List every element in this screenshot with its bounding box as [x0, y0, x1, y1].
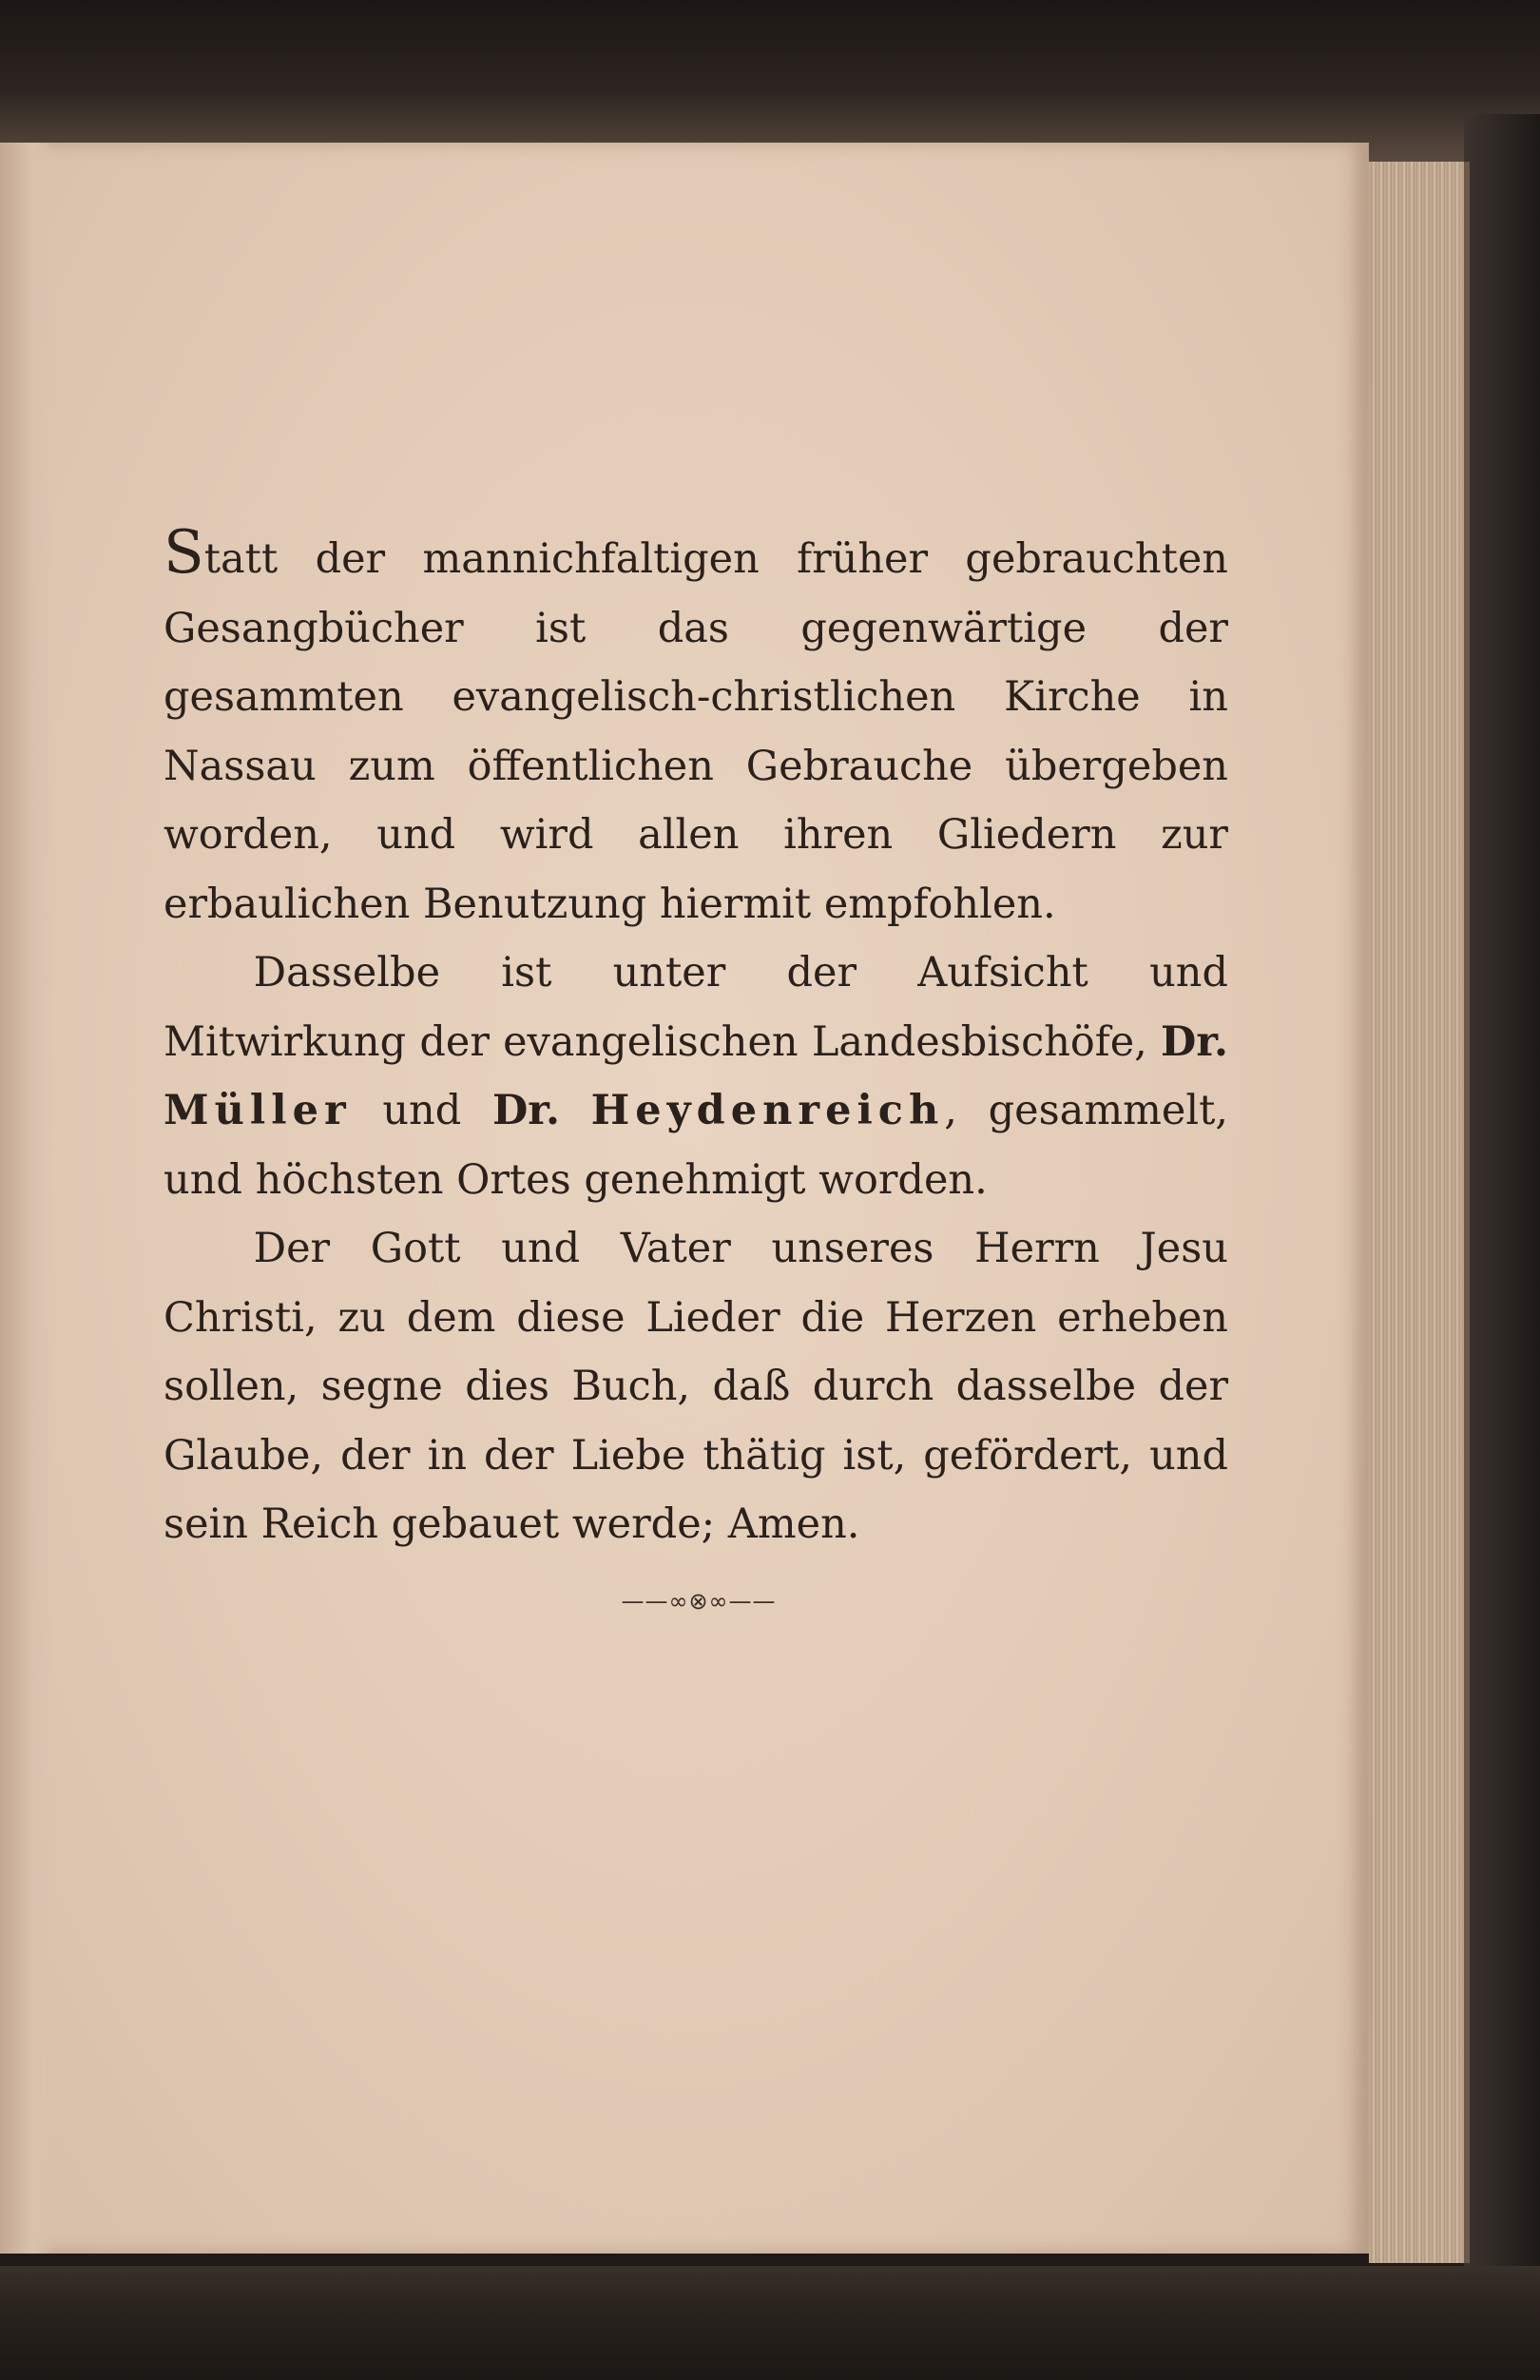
name-mueller: Müller: [164, 1087, 352, 1134]
page-gutter: [0, 143, 55, 2254]
book-cover-right: [1464, 114, 1540, 2292]
end-ornament: ——∞⊗∞——: [621, 1588, 777, 1615]
paragraph-text: Dasselbe ist unter der Aufsicht und Mitwirkung der evangelischen Landesbischöfe,: [164, 949, 1228, 1066]
title-dr: Dr.: [1161, 1017, 1228, 1066]
page-edges: [1369, 162, 1470, 2263]
paragraph-text: und: [382, 1087, 462, 1134]
book-cover-top: [0, 0, 1540, 162]
preface-text: [164, 518, 1228, 1559]
title-dr: Dr.: [491, 1087, 560, 1134]
paragraph-preface-intro: Statt der mannichfaltigen früher gebrauchten Gesangbücher ist das gegenwärtige der gesammten evangelisch-christlichen Kirche in Nassau zum öffentlichen Gebrauche übergeben worden, und wird allen ihren Gliedern zur erbaulichen Benutzung hiermit empfohlen.: [164, 517, 1228, 928]
paragraph-preface-blessing: Der Gott und Vater unseres Herrn Jesu Christi, zu dem diese Lieder die Herzen erheben sollen, segne dies Buch, daß durch dasselbe der Glaube, der in der Liebe thätig ist, gefördert, und sein Reich gebauet werde; Amen.: [164, 1225, 1228, 1548]
name-heydenreich: Heydenreich: [590, 1087, 945, 1134]
paragraph-preface-editors: [164, 938, 1228, 1214]
book-cover-bottom: [0, 2266, 1540, 2380]
paragraph-text: , gesammelt, und höchsten Ortes genehmigt worden.: [164, 1087, 1229, 1204]
